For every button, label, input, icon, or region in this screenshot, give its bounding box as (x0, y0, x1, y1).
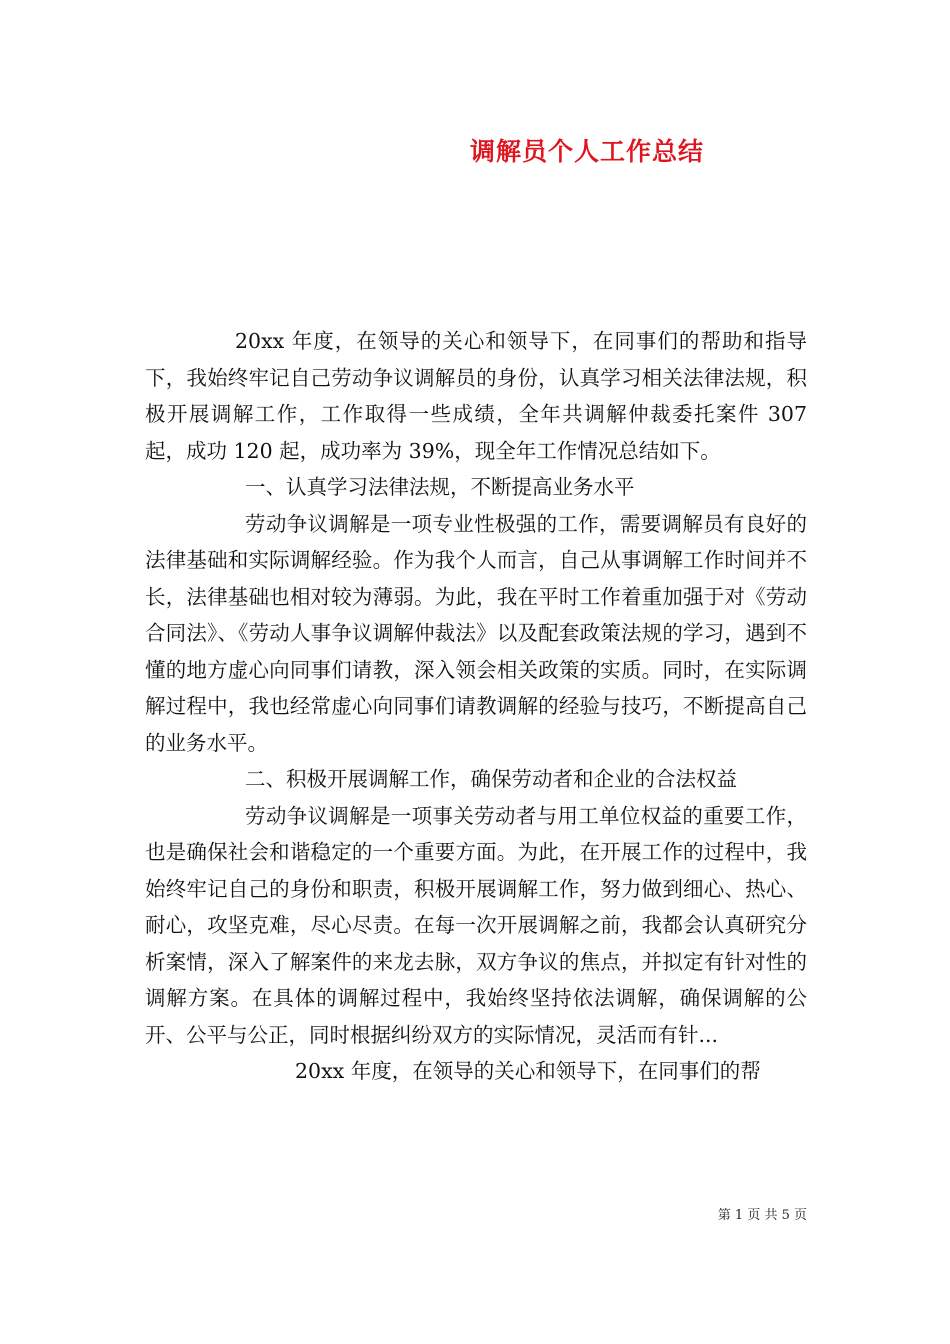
page-number: 第 1 页 共 5 页 (717, 1208, 807, 1223)
intro-paragraph: 20xx 年度，在领导的关心和领导下，在同事们的帮助和指导下，我始终牢记自己劳动争议调解员的身份，认真学习相关法律法规，积极开展调解工作，工作取得一些成绩，全年共调解仲裁委托案件 307 起，成功 120 起，成功率为 39%，现全年工作情况总结如下。 (145, 329, 807, 463)
document-body (145, 323, 807, 1090)
section-paragraph-1: 劳动争议调解是一项专业性极强的工作，需要调解员有良好的法律基础和实际调解经验。作为我个人而言，自己从事调解工作时间并不长，法律基础也相对较为薄弱。为此，我在平时工作着重加强于对《劳动合同法》、《劳动人事争议调解仲裁法》以及配套政策法规的学习，遇到不懂的地方虚心向同事们请教，深入领会相关政策的实质。同时，在实际调解过程中，我也经常虚心向同事们请教调解的经验与技巧，不断提高自己的业务水平。 (145, 511, 807, 755)
document-title: 调解员个人工作总结 (470, 137, 705, 166)
section-heading-1: 一、认真学习法律法规，不断提高业务水平 (245, 475, 635, 499)
repeated-paragraph: 20xx 年度，在领导的关心和领导下，在同事们的帮 (295, 1059, 761, 1083)
section-heading-2: 二、积极开展调解工作，确保劳动者和企业的合法权益 (245, 767, 737, 791)
section-paragraph-2: 劳动争议调解是一项事关劳动者与用工单位权益的重要工作，也是确保社会和谐稳定的一个重要方面。为此，在开展工作的过程中，我始终牢记自己的身份和职责，积极开展调解工作，努力做到细心、热心、耐心，攻坚克难，尽心尽责。在每一次开展调解之前，我都会认真研究分析案情，深入了解案件的来龙去脉，双方争议的焦点，并拟定有针对性的调解方案。在具体的调解过程中，我始终坚持依法调解，确保调解的公开、公平与公正，同时根据纠纷双方的实际情况，灵活而有针... (145, 803, 807, 1047)
